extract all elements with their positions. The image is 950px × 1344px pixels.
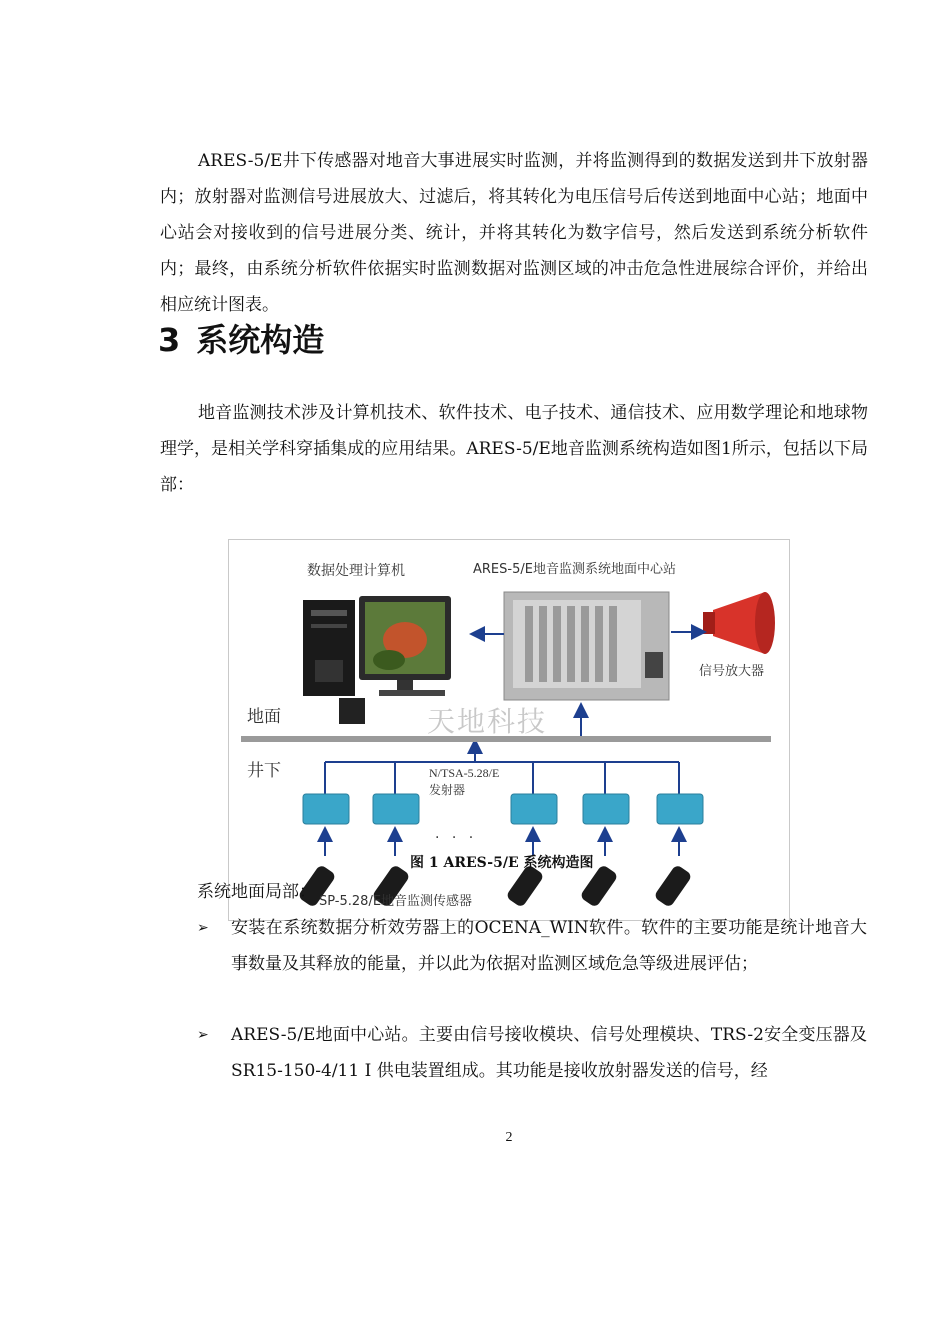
list-item bbox=[197, 910, 867, 982]
section-number: 3 bbox=[158, 321, 181, 359]
surface-part-label: 系统地面局部： bbox=[197, 882, 316, 902]
sensor-label: SP-5.28/E地音监测传感器 bbox=[319, 894, 473, 909]
underground-label: 井下 bbox=[247, 761, 281, 781]
intro-paragraph: ARES-5/E井下传感器对地音大事进展实时监测，并将监测得到的数据发送到井下放射器内；放射器对监测信号进展放大、过滤后，将其转化为电压信号后传送到地面中心站；地面中心站会对接收到的信号进展分类、统计，并将其转化为数字信号，然后发送到系统分析软件内；最终，由系统分析软件依据实时监测数据对监测区域的冲击危急性进展综合评价，并给出相应统计图表。 bbox=[160, 151, 868, 315]
transmitter-group bbox=[303, 762, 703, 824]
section-title: 系统构造 bbox=[196, 321, 325, 359]
transmitter-label: 发射器 bbox=[429, 783, 466, 797]
list-item-text: 安装在系统数据分析效劳器上的OCENA_WIN软件。软件的主要功能是统计地音大事数量及其释放的能量，并以此为依据对监测区域危急等级进展评估； bbox=[231, 918, 867, 974]
list-item bbox=[197, 1017, 867, 1089]
transmitter-model-label: N/TSA-5.28/E bbox=[429, 766, 500, 780]
amplifier-label: 信号放大器 bbox=[699, 664, 765, 679]
watermark: 天地科技 bbox=[427, 705, 548, 738]
arrow-bullet-icon: ➢ bbox=[197, 1027, 209, 1043]
transmitter-box bbox=[583, 794, 629, 824]
page-number: 2 bbox=[505, 1130, 513, 1145]
station-label: ARES-5/E地音监测系统地面中心站 bbox=[473, 562, 676, 577]
arrow-bullet-icon: ➢ bbox=[197, 920, 209, 936]
signal-amplifier-icon bbox=[703, 592, 775, 654]
ellipsis: · · · bbox=[435, 830, 478, 846]
computer-label: 数据处理计算机 bbox=[307, 563, 405, 579]
surface-label: 地面 bbox=[247, 707, 281, 727]
computer-tower-icon bbox=[303, 600, 355, 696]
transmitter-box bbox=[373, 794, 419, 824]
transmitter-box bbox=[303, 794, 349, 824]
sensor-icon bbox=[653, 864, 692, 908]
section-heading bbox=[158, 318, 324, 362]
section-paragraph: 地音监测技术涉及计算机技术、软件技术、电子技术、通信技术、应用数学理论和地球物理学，是相关学科穿插集成的应用结果。ARES-5/E地音监测系统构造如图1所示，包括以下局部： bbox=[160, 403, 868, 495]
list-item-text: ARES-5/E地面中心站。主要由信号接收模块、信号处理模块、TRS-2安全变压器及SR15-150-4/11 I 供电装置组成。其功能是接收放射器发送的信号，经 bbox=[231, 1025, 867, 1081]
ground-station-cabinet-icon bbox=[504, 592, 669, 700]
figure-caption: 图 1 ARES-5/E 系统构造图 bbox=[410, 855, 594, 871]
transmitter-box bbox=[511, 794, 557, 824]
transmitter-box bbox=[657, 794, 703, 824]
